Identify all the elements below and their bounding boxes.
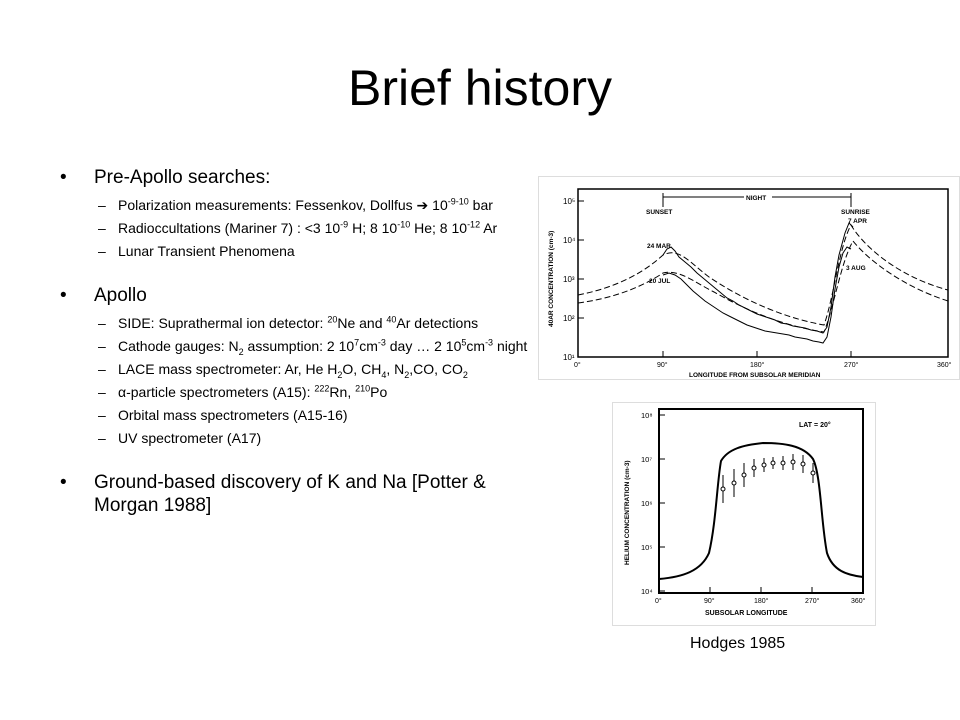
x-tick-5: 360° (937, 362, 952, 369)
model-curve (659, 443, 863, 579)
x-tick-1: 0° (574, 362, 581, 369)
x-tick-3: 180° (750, 362, 765, 369)
sub-bullet-orbital: – Orbital mass spectrometers (A15-16) (60, 408, 538, 422)
x-tick-1: 0° (655, 598, 662, 605)
x-tick-3: 180° (754, 598, 769, 605)
x-axis-label: SUBSOLAR LONGITUDE (705, 610, 788, 617)
sub-bullet-uv: – UV spectrometer (A17) (60, 431, 538, 445)
bullet-content (60, 166, 538, 517)
figure-caption: Hodges 1985 (690, 635, 786, 652)
y-axis-label: 40AR CONCENTRATION (cm-3) (548, 230, 555, 327)
arrow-icon: ➔ (416, 197, 429, 213)
data-points (721, 454, 815, 503)
sub-bullet-lace: – LACE mass spectrometer: Ar, He $H_2O$, $CH_4$, $N_2,CO$, $CO_2$ (60, 362, 538, 376)
measured-curve-jul (663, 247, 851, 343)
y-tick-1: 10⁸ (641, 411, 653, 420)
apollo-list (60, 316, 538, 445)
y-tick-4: 10² (563, 314, 575, 323)
x-tick-5: 360° (851, 598, 866, 605)
night-label: NIGHT (746, 195, 767, 202)
aug-label: 3 AUG (846, 265, 866, 272)
y-tick-5: 10⁴ (641, 587, 653, 596)
argon-plot (548, 189, 952, 379)
y-tick-2: 10⁴ (563, 236, 576, 245)
sub-bullet-cathode: – Cathode gauges: $N_2$ assumption: 2 $10^7cm^{-3}$ day … 2 $10^5cm^{-3}$ night (60, 339, 538, 353)
apr-label: 7 APR (848, 218, 867, 225)
model-curve-lower (578, 241, 948, 332)
sunrise-label: SUNRISE (841, 209, 870, 216)
y-tick-3: 10⁶ (641, 499, 653, 508)
sunset-label: SUNSET (646, 209, 673, 216)
argon-figure (538, 176, 960, 380)
sub-bullet-polarization: – Polarization measurements: Fessenkov, Dollfus ➔ $10^{-9-10}$ bar (60, 198, 538, 212)
lat-label: LAT = 20° (799, 422, 831, 429)
x-tick-4: 270° (805, 598, 820, 605)
bullet-apollo: • Apollo (60, 284, 538, 307)
y-tick-3: 10³ (563, 275, 575, 284)
slide-title: Brief history (348, 60, 612, 116)
y-tick-2: 10⁷ (641, 455, 653, 464)
y-axis-label: HELIUM CONCENTRATION (cm-3) (624, 460, 631, 565)
x-tick-4: 270° (844, 362, 859, 369)
jul-label: 20 JUL (649, 278, 671, 285)
x-axis-label: LONGITUDE FROM SUBSOLAR MERIDIAN (689, 372, 821, 379)
mar-label: 24 MAR (647, 243, 671, 250)
helium-plot (624, 409, 866, 617)
sub-bullet-side: – SIDE: Suprathermal ion detector: $^{20}$Ne and $^{40}$Ar detections (60, 316, 538, 330)
pre-apollo-list (60, 198, 538, 258)
helium-figure (612, 402, 876, 626)
measured-curve-mar (663, 223, 853, 333)
sub-bullet-ltp: – Lunar Transient Phenomena (60, 244, 538, 258)
model-curve-upper (578, 225, 948, 325)
x-tick-2: 90° (704, 598, 715, 605)
y-tick-5: 10¹ (563, 353, 575, 362)
y-tick-1: 10⁵ (563, 197, 576, 206)
y-tick-4: 10⁵ (641, 543, 653, 552)
sub-bullet-alpha: – α-particle spectrometers (A15): $^{222}$Rn, $^{210}$Po (60, 385, 538, 399)
x-tick-2: 90° (657, 362, 668, 369)
bullet-pre-apollo: • Pre-Apollo searches: (60, 166, 538, 189)
bullet-ground-based: • Ground-based discovery of K and Na [Potter & Morgan 1988] (60, 471, 538, 517)
sub-bullet-radiooccultations: – Radioccultations (Mariner 7) : <3 $10^{-9}$ H; 8 $10^{-10}$ He; 8 $10^{-12}$ Ar (60, 221, 538, 235)
